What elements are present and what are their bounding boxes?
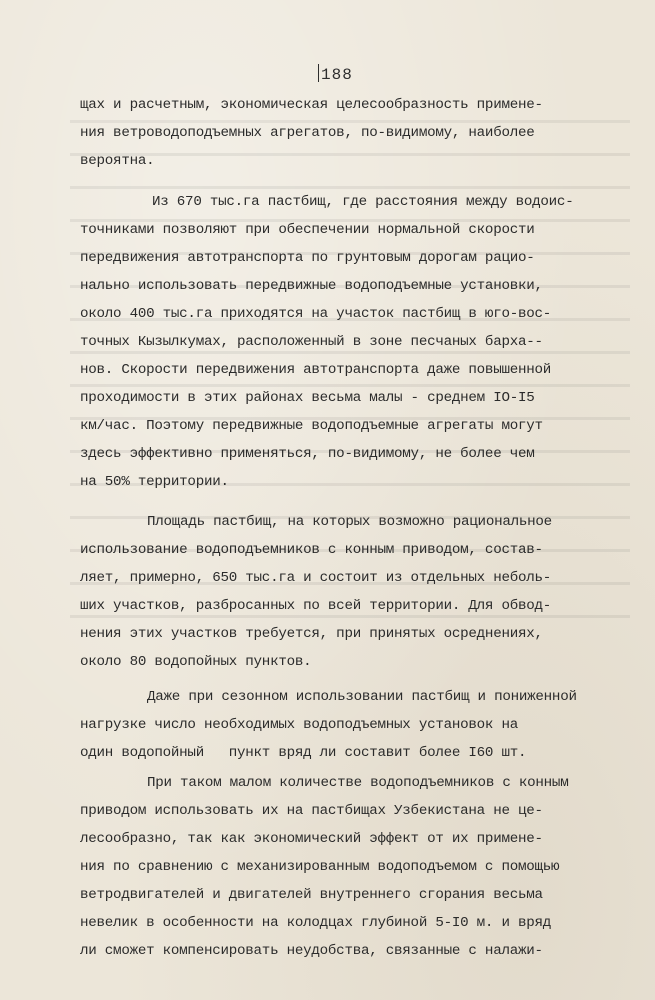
text-line: передвижения автотранспорта по грунтовым дорогам рацио- — [80, 250, 535, 266]
text-line: Площадь пастбищ, на которых возможно рациональное — [147, 514, 552, 530]
text-line: При таком малом количестве водоподъемников с конным — [147, 775, 569, 791]
text-line: Из 670 тыс.га пастбищ, где расстояния между водоис- — [152, 194, 574, 210]
text-line: нально использовать передвижные водоподъемные установки, — [80, 278, 543, 294]
text-line: щах и расчетным, экономическая целесообразность примене- — [80, 97, 543, 113]
text-line: км/час. Поэтому передвижные водоподъемные агрегаты могут — [80, 418, 543, 434]
text-line: нагрузке число необходимых водоподъемных установок на — [80, 717, 518, 733]
text-line: около 80 водопойных пунктов. — [80, 654, 312, 670]
text-line: вероятна. — [80, 153, 155, 169]
text-line: невелик в особенности на колодцах глубиной 5-I0 м. и вряд — [80, 915, 552, 931]
text-line: ли сможет компенсировать неудобства, связанные с налажи- — [80, 943, 543, 959]
text-line: нов. Скорости передвижения автотранспорта даже повышенной — [80, 362, 552, 378]
text-line: лесообразно, так как экономический эффект от их примене- — [80, 831, 543, 847]
text-line: ших участков, разбросанных по всей территории. Для обвод- — [80, 598, 552, 614]
page-number: 188 — [318, 64, 353, 84]
text-line: нения этих участков требуется, при принятых осреднениях, — [80, 626, 543, 642]
text-line: около 400 тыс.га приходятся на участок пастбищ в юго-вос- — [80, 306, 552, 322]
text-line: проходимости в этих районах весьма малы - среднем IO-I5 — [80, 390, 535, 406]
text-line: использование водоподъемников с конным приводом, состав- — [80, 542, 543, 558]
text-line: на 50% территории. — [80, 474, 229, 490]
text-line: точниками позволяют при обеспечении нормальной скорости — [80, 222, 535, 238]
text-line: ляет, примерно, 650 тыс.га и состоит из отдельных неболь- — [80, 570, 552, 586]
text-line: ветродвигателей и двигателей внутреннего сгорания весьма — [80, 887, 543, 903]
text-line: точных Кызылкумах, расположенный в зоне песчаных барха-- — [80, 334, 543, 350]
text-line: приводом использовать их на пастбищах Узбекистана не це- — [80, 803, 543, 819]
text-line: ния ветроводоподъемных агрегатов, по-видимому, наиболее — [80, 125, 535, 141]
text-line: ния по сравнению с механизированным водоподъемом с помощью — [80, 859, 560, 875]
text-line: здесь эффективно применяться, по-видимому, не более чем — [80, 446, 535, 462]
text-line: один водопойный пункт вряд ли составит более I60 шт. — [80, 745, 527, 761]
text-line: Даже при сезонном использовании пастбищ и пониженной — [147, 689, 577, 705]
